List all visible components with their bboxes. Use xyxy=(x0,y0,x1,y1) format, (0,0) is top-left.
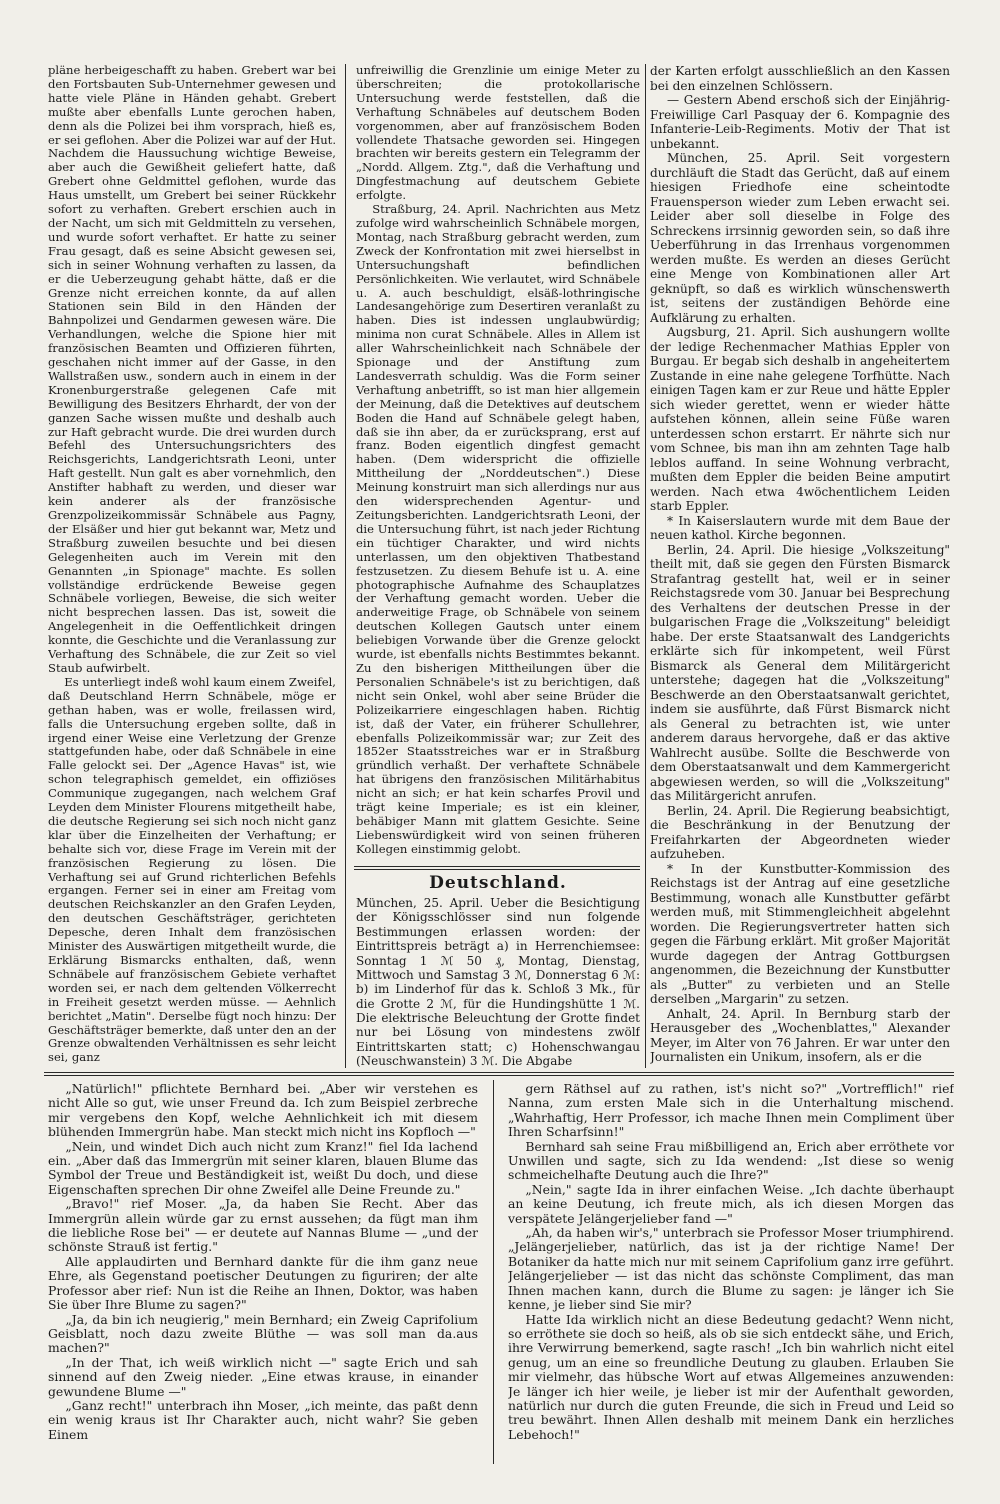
article-column-2 xyxy=(356,64,640,860)
feuilleton-paragraph: „Natürlich!" pflichtete Bernhard bei. „Aber wir verstehen es nicht Alle so gut, wie unser Freund da. Ich zum Beispiel zerbreche mir vergebens den Kopf, welche Aehnlichkeit ich mit diesem blühenden Immergrün habe. Man steckt mich nicht ins Kopfloch —" xyxy=(48,1082,478,1140)
news-item: Augsburg, 21. April. Sich aushungern wollte der ledige Rechenmacher Mathias Eppler von Burgau. Er begab sich deshalb in angeheitertem Zustande in eine nahe gelegene Torfhütte. Nach einigen Tagen kam er zur Reue und hätte Eppler sich wieder gerettet, wenn er wieder hätte aufstehen können, allein seine Füße waren unterdessen schon erstarrt. Er nährte sich nur vom Schnee, bis man ihn am zehnten Tage halb leblos auffand. In seine Wohnung verbracht, mußten dem Eppler die beiden Beine amputirt werden. Nach etwa 4wöchentlichem Leiden starb Eppler. xyxy=(650,325,950,513)
news-item-strassburg: Straßburg, 24. April. Nachrichten aus Metz zufolge wird wahrscheinlich Schnäbele morgen, Montag, nach Straßburg gebracht werden, zum Zweck der Konfrontation mit zwei hierselbst in Untersuchungshaft befindlichen Persönlichkeiten. Wie verlautet, wird Schnäbele u. A. auch beschuldigt, elsäß-lothringische Landesangehörige zum Desertiren veranlaßt zu haben. Dies ist indessen unglaubwürdig; minima non curat Schnäbele. Alles in Allem ist aller Wahrscheinlichkeit nach Schnäbele der Spionage und der Anstiftung zum Landesverrath schuldig. Was die Form seiner Verhaftung anbetrifft, so ist man hier allgemein der Meinung, daß die Detektives auf deutschem Boden die Hand auf Schnäbele gelegt haben, daß sie ihn aber, da er zurücksprang, erst auf franz. Boden eigentlich dingfest gemacht haben. (Dem widerspricht die offizielle Mittheilung der „Norddeutschen".) Diese Meinung konstruirt man sich allerdings nur aus den widersprechenden Agentur- und Zeitungsberichten. Landgerichtsrath Leoni, der die Untersuchung führt, ist nach jeder Richtung ein tüchtiger Charakter, und wird nichts unterlassen, um den objektiven Thatbestand festzusetzen. Zu diesem Behufe ist u. A. eine photographische Aufnahme des Schauplatzes der Verhaftung gemacht worden. Ueber die anderweitige Frage, ob Schnäbele von seinem deutschen Kollegen Gautsch unter einem beliebigen Vorwande über die Grenze gelockt wurde, ist ebenfalls nichts Bestimmtes bekannt. Zu den bisherigen Mittheilungen über die Personalien Schnäbele's ist zu berichtigen, daß nicht sein Onkel, wohl aber seine Brüder die Polizeikarriere eingeschlagen haben. Richtig ist, daß der Vater, ein früherer Schullehrer, ebenfalls Polizeikommissär war; zur Zeit des 1852er Staatsstreiches war er in Straßburg gründlich verhaßt. Der verhaftete Schnäbele hat übrigens den französischen Militärhabitus nicht an sich; er hat kein scharfes Provil und trägt keine Imperiale; es ist ein kleiner, behäbiger Mann mit glattem Gesichte. Seine Liebenswürdigkeit wird von seinen früheren Kollegen einstimmig gelobt. xyxy=(356,202,640,856)
feuilleton-paragraph: Hatte Ida wirklich nicht an diese Bedeutung gedacht? Wenn nicht, so erröthete sie doch so heiß, als ob sie sich entdeckt sähe, und Erich, ihre Verwirrung bemerkend, sagte rasch! „Ich bin wahrlich nicht eitel genug, um an eine so freundliche Deutung zu glauben. Erlauben Sie mir vielmehr, das hübsche Wort auf etwas Allgemeines anzuwenden: Je länger ich hier weile, je lieber ist mir der Aufenthalt geworden, natürlich nur durch die guten Freunde, die sich in Freud und Leid so treu bewährt. Ihnen Allen deshalb mit meinem Dank ein herzliches Lebehoch!" xyxy=(508,1311,954,1442)
news-item: Berlin, 24. April. Die Regierung beabsichtigt, die Beschränkung in der Benutzung der Freifahrkarten der Abgeordneten wieder aufzuheben. xyxy=(650,803,950,861)
article-column-2b xyxy=(356,896,640,1068)
section-heading: Deutschland. xyxy=(429,873,567,893)
feuilleton-paragraph: „Ja, da bin ich neugierig," mein Bernhard; ein Zweig Caprifolium Geisblatt, noch dazu zweite Blüthe — was soll man da.aus machen?" xyxy=(48,1311,478,1356)
news-item: der Karten erfolgt ausschließlich an den Kassen bei den einzelnen Schlössern. xyxy=(650,64,950,93)
feuilleton-paragraph: „Nein, und windet Dich auch nicht zum Kranz!" fiel Ida lachend ein. „Aber daß das Immergrün mit seiner klaren, blauen Blume das Symbol der Treue und Beständigkeit ist, weißt Du doch, und diese Eigenschaften sprechen Dir ohne Zweifel alle Deine Freunde zu." xyxy=(48,1138,478,1197)
news-item: Anhalt, 24. April. In Bernburg starb der Herausgeber des „Wochenblattes," Alexander Meyer, im Alter von 76 Jahren. Er war unter den Journalisten ein Unikum, insofern, als er die xyxy=(650,1006,950,1064)
feuilleton-column-right xyxy=(508,1082,954,1462)
news-item-muenchen: München, 25. April. Ueber die Besichtigung der Königsschlösser sind nun folgende Bestimmungen erlassen worden: der Eintrittspreis beträgt a) in Herrenchiemsee: Sonntag 1 ℳ 50 ₰, Montag, Dienstag, Mittwoch und Samstag 3 ℳ, Donnerstag 6 ℳ: b) im Linderhof für das k. Schloß 3 Mk., für die Grotte 2 ℳ, für die Hundingshütte 1 ℳ. Die elektrische Beleuchtung der Grotte findet nur bei Lösung von mindestens zwölf Eintrittskarten statt; c) Hohenschwangau (Neuschwanstein) 3 ℳ. Die Abgabe xyxy=(356,896,640,1068)
article-column-3 xyxy=(650,64,950,1068)
news-item: München, 25. April. Seit vorgestern durchläuft die Stadt das Gerücht, daß auf einem hiesigen Friedhofe eine scheintodte Frauensperson wieder zum Leben erwacht sei. Leider aber soll dieselbe in Folge des Schreckens irrsinnig geworden sein, so daß ihre Ueberführung in das Irrenhaus vorgenommen werden mußte. Es werden an dieses Gerücht eine Menge von Kombinationen aller Art geknüpft, so daß es wirklich wünschenswerth ist, seitens der zuständigen Behörde eine Aufklärung zu erhalten. xyxy=(650,151,950,325)
article-column-1 xyxy=(48,64,336,1068)
section-divider xyxy=(354,866,640,867)
feuilleton-paragraph: Alle applaudirten und Bernhard dankte für die ihm ganz neue Ehre, als Gegenstand poetischer Deutungen zu figuriren; der alte Professor aber rief: Nun ist die Reihe an Ihnen, Doktor, was haben Sie über Ihre Blume zu sagen?" xyxy=(48,1253,478,1313)
news-item: * In der Kunstbutter-Kommission des Reichstags ist der Antrag auf eine gesetzliche Bestimmung, wonach alle Kunstbutter gefärbt werden muß, mit Stimmengleichheit abgelehnt worden. Die Regierungsvertreter hatten sich gegen die Färbung erklärt. Mit großer Majorität wurde dagegen der Antrag Gottburgsen angenommen, die Bezeichnung der Kunstbutter als „Butter" zu verbieten und an Stelle derselben „Margarin" zu setzen. xyxy=(650,861,950,1006)
news-item: * In Kaiserslautern wurde mit dem Baue der neuen kathol. Kirche begonnen. xyxy=(650,513,950,542)
feuilleton-paragraph: „Bravo!" rief Moser. „Ja, da haben Sie Recht. Aber das Immergrün allein würde gar zu ernst aussehen; da fügt man ihm die liebliche Rose bei" — er deutete auf Nannas Blume — „und der schönste Strauß ist fertig." xyxy=(48,1196,478,1255)
section-divider xyxy=(354,869,640,870)
news-item: Berlin, 24. April. Die hiesige „Volkszeitung" theilt mit, daß sie gegen den Fürsten Bismarck Strafantrag gestellt hat, weil er in seiner Reichstagsrede vom 30. Januar bei Besprechung des Verhaltens der deutschen Presse in der bulgarischen Frage die „Volkszeitung" beleidigt habe. Der erste Staatsanwalt des Landgerichts erklärte sich für inkompetent, weil Fürst Bismarck als General dem Militärgericht unterstehe; dagegen hat die „Volkszeitung" Beschwerde an den Oberstaatsanwalt gerichtet, indem sie ausführte, daß Fürst Bismarck nicht als General zu betrachten ist, wie unter anderem daraus hervorgehe, daß er das aktive Wahlrecht ausübe. Sollte die Beschwerde von dem Oberstaatsanwalt und dem Kammergericht abgewiesen werden, so will die „Volkszeitung" das Militärgericht anrufen. xyxy=(650,542,950,803)
feuilleton-paragraph: gern Räthsel auf zu rathen, ist's nicht so?" „Vortrefflich!" rief Nanna, zum ersten Male sich in die Unterhaltung mischend. „Wahrhaftig, Herr Professor, ich mache Ihnen mein Compliment über Ihren Scharfsinn!" xyxy=(508,1082,954,1140)
article-paragraph: pläne herbeigeschafft zu haben. Grebert war bei den Fortsbauten Sub-Unternehmer gewesen und hatte viele Pläne in Händen gehabt. Grebert mußte aber ebenfalls Lunte gerochen haben, denn als die Polizei bei ihm vorsprach, hieß es, er sei geflohen. Aber die Polizei war auf der Hut. Nachdem die Haussuchung wichtige Beweise, aber auch die Gewißheit geliefert hatte, daß Grebert ohne Geldmittel geflohen, wurde das Haus umstellt, um Grebert bei seiner Rückkehr sofort zu verhaften. Grebert erschien auch in der Nacht, um sich mit Geldmitteln zu versehen, und wurde sofort verhaftet. Er hatte zu seiner Frau gesagt, daß es seine Absicht gewesen sei, sich in seiner Wohnung verhaften zu lassen, da er die Ueberzeugung gehabt hätte, daß er die Grenze nicht erreichen konnte, da auf allen Stationen sein Bild in den Händen der Bahnpolizei und Gendarmen gewesen wäre. Die Verhandlungen, welche die Spione hier mit französischen Beamten und Offizieren führten, geschahen nicht immer auf der Gasse, in den Wallstraßen usw., sondern auch in einem in der Kronenburgerstraße gelegenen Cafe mit Bewilligung des Besitzers Ehrhardt, der von der ganzen Sache wissen mußte und deshalb auch zur Haft gebracht wurde. Die drei wurden durch Befehl des Untersuchungsrichters des Reichsgerichts, Landgerichtsrath Leoni, unter Haft gestellt. Nun galt es aber vornehmlich, den Anstifter habhaft zu werden, und dieser war kein anderer als der französische Grenzpolizeikommissär Schnäbele aus Pagny, der Elsäßer und hier gut bekannt war, Metz und Straßburg zuweilen besuchte und bei diesen Gelegenheiten auch im Verein mit den Genannten „in Spionage" machte. Es sollen vollständige erdrückende Beweise gegen Schnäbele vorliegen, Beweise, die sich weiter nicht besprechen lassen. Das ist, soweit die Angelegenheit in die Oeffentlichkeit dringen konnte, die Geschichte und die Veranlassung zur Verhaftung des Schnäbele, die zur Zeit so viel Staub aufwirbelt. xyxy=(48,64,336,675)
column-divider xyxy=(645,64,646,1068)
feuilleton-divider xyxy=(44,1075,954,1076)
column-divider xyxy=(493,1080,494,1464)
feuilleton-column-left xyxy=(48,1082,478,1462)
feuilleton-paragraph: „Nein," sagte Ida in ihrer einfachen Weise. „Ich dachte überhaupt an keine Deutung, ich freute mich, als ich diesen Morgen das verspätete Jelängerjelieber fand —" xyxy=(508,1181,954,1226)
feuilleton-paragraph: „Ah, da haben wir's," unterbrach sie Professor Moser triumphirend. „Jelängerjelieber, natürlich, das ist ja der richtige Name! Der Botaniker da hatte mich nur mit seinem Caprifolium ganz irre geführt. Jelängerjelieber — ist das nicht das schönste Compliment, das man Ihnen machen kann, durch die Blume zu sagen: je länger ich Sie kenne, je lieber sind Sie mir? xyxy=(508,1225,954,1313)
feuilleton-divider xyxy=(44,1072,954,1073)
news-item: — Gestern Abend erschoß sich der Einjährig-Freiwillige Carl Pasquay der 6. Kompagnie des Infanterie-Leib-Regiments. Motiv der That ist unbekannt. xyxy=(650,93,950,151)
feuilleton-paragraph: Bernhard sah seine Frau mißbilligend an, Erich aber erröthete vor Unwillen und sagte, sich zu Ida wendend: „Ist diese so wenig schmeichelhafte Deutung auch die Ihre?" xyxy=(508,1138,954,1183)
feuilleton-paragraph: „Ganz recht!" unterbrach ihn Moser, „ich meinte, das paßt denn ein wenig kraus ist Ihr Charakter auch, nicht wahr? Sie geben Einem xyxy=(48,1397,478,1442)
article-paragraph: unfreiwillig die Grenzlinie um einige Meter zu überschreiten; die protokollarische Untersuchung werde feststellen, daß die Verhaftung Schnäbeles auf deutschem Boden vorgenommen, aber auf französischem Boden vollendete Thatsache geworden sei. Hingegen brachten wir bereits gestern ein Telegramm der „Nordd. Allgem. Ztg.", daß die Verhaftung und Dingfestmachung auf deutschem Gebiete erfolgte. xyxy=(356,64,640,203)
feuilleton-paragraph: „In der That, ich weiß wirklich nicht —" sagte Erich und sah sinnend auf den Zweig nieder. „Eine etwas krause, in einander gewundene Blume —" xyxy=(48,1354,478,1399)
article-paragraph: Es unterliegt indeß wohl kaum einem Zweifel, daß Deutschland Herrn Schnäbele, möge er gethan haben, was er wolle, freilassen wird, falls die Untersuchung ergeben sollte, daß in irgend einer Weise eine Verletzung der Grenze stattgefunden habe, oder daß Schnäbele in eine Falle gelockt sei. Der „Agence Havas" ist, wie schon telegraphisch gemeldet, ein offiziöses Communique zugegangen, nach welchem Graf Leyden dem Minister Flourens mitgetheilt habe, die deutsche Regierung sei sich noch nicht ganz klar über die Einzelheiten der Verhaftung; er behalte sich vor, diese Frage im Verein mit der französischen Regierung zu lösen. Die Verhaftung sei auf Grund richterlichen Befehls ergangen. Ferner sei in einer am Freitag vom deutschen Reichskanzler an den Grafen Leyden, den deutschen Geschäftsträger, gerichteten Depesche, deren Inhalt dem französischen Minister des Auswärtigen mitgetheilt wurde, die Erklärung Bismarcks enthalten, daß, wenn Schnäbele auf französischem Gebiete verhaftet worden sei, er nach dem geltenden Völkerrecht in Freiheit gesetzt werden müsse. — Aehnlich berichtet „Matin". Derselbe fügt noch hinzu: Der Geschäftsträger bemerkte, daß unter den an der Grenze obwaltenden Verhältnissen es sehr leicht sei, ganz xyxy=(48,674,336,1065)
column-divider xyxy=(345,64,346,1068)
